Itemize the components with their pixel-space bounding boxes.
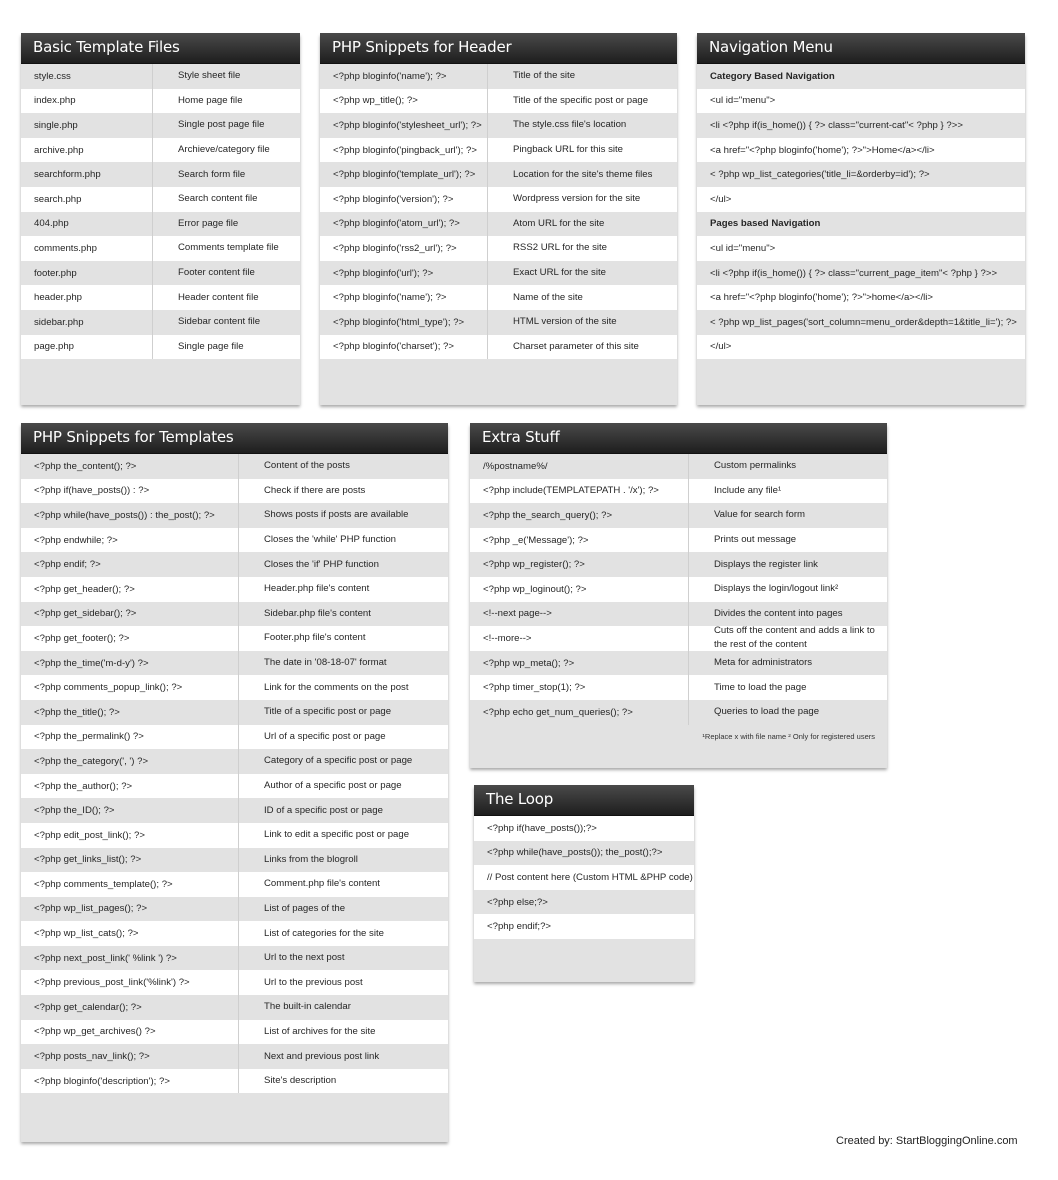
code-line — [474, 865, 694, 890]
code-line — [697, 187, 1025, 212]
description-cell: Style sheet file — [152, 64, 300, 89]
loop-rows — [474, 816, 694, 939]
code-text: Category Based Navigation — [710, 70, 835, 82]
table-row — [320, 310, 677, 335]
snippet-cell: <?php edit_post_link(); ?> — [34, 829, 145, 841]
snippet-cell: <?php the_permalink() ?> — [34, 731, 144, 743]
extra-stuff-panel — [470, 424, 887, 768]
table-row — [21, 749, 448, 774]
description-cell: Divides the content into pages — [688, 602, 887, 627]
table-row — [470, 503, 887, 528]
table-row — [470, 651, 887, 676]
code-line — [697, 285, 1025, 310]
snippet-cell: <?php if(have_posts()) : ?> — [34, 485, 150, 497]
snippet-cell: <?php bloginfo('rss2_url'); ?> — [333, 242, 457, 254]
table-row — [21, 921, 448, 946]
table-row — [470, 454, 887, 479]
snippet-cell: <?php bloginfo('description'); ?> — [34, 1075, 170, 1087]
section-heading — [697, 212, 1025, 237]
table-row — [21, 113, 300, 138]
panel-title: Navigation Menu — [697, 33, 1025, 64]
table-row — [320, 335, 677, 360]
description-cell: Atom URL for the site — [487, 212, 677, 237]
snippet-cell: <?php the_author(); ?> — [34, 780, 133, 792]
description-cell: Content of the posts — [238, 454, 448, 479]
description-cell: Links from the blogroll — [238, 848, 448, 873]
snippet-cell: /%postname%/ — [483, 460, 548, 472]
code-line — [697, 89, 1025, 114]
snippet-cell: <?php wp_get_archives() ?> — [34, 1026, 156, 1038]
description-cell: The style.css file's location — [487, 113, 677, 138]
section-heading — [697, 64, 1025, 89]
code-text: < ?php wp_list_categories('title_li=&orderby=id'); ?> — [710, 169, 930, 181]
table-row — [21, 138, 300, 163]
panel-title: PHP Snippets for Header — [320, 33, 677, 64]
template-snippets-panel — [21, 424, 448, 1142]
code-line — [474, 816, 694, 841]
code-text: <?php else;?> — [487, 896, 548, 908]
table-row — [470, 479, 887, 504]
description-cell: Pingback URL for this site — [487, 138, 677, 163]
snippet-cell: <?php _e('Message'); ?> — [483, 534, 589, 546]
description-cell: Archieve/category file — [152, 138, 300, 163]
description-cell: Exact URL for the site — [487, 261, 677, 286]
table-row — [21, 212, 300, 237]
description-cell: Name of the site — [487, 285, 677, 310]
description-cell: HTML version of the site — [487, 310, 677, 335]
snippet-cell: header.php — [34, 292, 83, 304]
code-text: <?php if(have_posts());?> — [487, 822, 597, 834]
code-text: // Post content here (Custom HTML &PHP code) — [487, 871, 693, 883]
table-row — [470, 577, 887, 602]
snippet-cell: <?php bloginfo('template_url'); ?> — [333, 169, 476, 181]
code-text: </ul> — [710, 341, 732, 353]
description-cell: The built-in calendar — [238, 995, 448, 1020]
description-cell: Home page file — [152, 89, 300, 114]
table-row — [21, 187, 300, 212]
table-row — [21, 995, 448, 1020]
description-cell: Link to edit a specific post or page — [238, 823, 448, 848]
snippet-cell: <?php previous_post_link('%link') ?> — [34, 977, 190, 989]
table-row — [21, 89, 300, 114]
description-cell: Footer content file — [152, 261, 300, 286]
table-row — [21, 261, 300, 286]
description-cell: List of categories for the site — [238, 921, 448, 946]
credit-text: Created by: StartBloggingOnline.com — [836, 1135, 1018, 1147]
snippet-cell: <?php wp_loginout(); ?> — [483, 583, 587, 595]
description-cell: Closes the 'if' PHP function — [238, 552, 448, 577]
table-row — [21, 1020, 448, 1045]
table-row — [21, 552, 448, 577]
snippet-cell: <?php the_title(); ?> — [34, 706, 120, 718]
snippet-cell: <?php wp_list_cats(); ?> — [34, 928, 139, 940]
table-row — [21, 602, 448, 627]
description-cell: Custom permalinks — [688, 454, 887, 479]
snippet-cell: sidebar.php — [34, 316, 84, 328]
description-cell: Value for search form — [688, 503, 887, 528]
code-text: <?php endif;?> — [487, 921, 552, 933]
table-row — [21, 335, 300, 360]
snippet-cell: <?php echo get_num_queries(); ?> — [483, 706, 633, 718]
snippet-cell: <?php get_footer(); ?> — [34, 632, 130, 644]
description-cell: Url of a specific post or page — [238, 725, 448, 750]
description-cell: Single post page file — [152, 113, 300, 138]
snippet-cell: comments.php — [34, 242, 97, 254]
description-cell: Displays the register link — [688, 552, 887, 577]
snippet-cell: page.php — [34, 341, 75, 353]
description-cell: Location for the site's theme files — [487, 162, 677, 187]
description-cell: Wordpress version for the site — [487, 187, 677, 212]
snippet-cell: <?php get_links_list(); ?> — [34, 854, 142, 866]
table-row — [21, 897, 448, 922]
table-row — [21, 626, 448, 651]
code-line — [474, 890, 694, 915]
code-line — [697, 113, 1025, 138]
table-row — [21, 970, 448, 995]
panel-title: The Loop — [474, 785, 694, 816]
snippet-cell: archive.php — [34, 144, 84, 156]
description-cell: Title of a specific post or page — [238, 700, 448, 725]
snippet-cell: <!--next page--> — [483, 608, 552, 620]
navigation-menu-panel — [697, 34, 1025, 405]
table-row — [21, 946, 448, 971]
description-cell: Charset parameter of this site — [487, 335, 677, 360]
description-cell: Closes the 'while' PHP function — [238, 528, 448, 553]
table-row — [21, 798, 448, 823]
code-text: <ul id="menu"> — [710, 242, 776, 254]
description-cell: Title of the specific post or page — [487, 89, 677, 114]
description-cell: RSS2 URL for the site — [487, 236, 677, 261]
description-cell: Url to the previous post — [238, 970, 448, 995]
snippet-cell: <?php the_search_query(); ?> — [483, 509, 613, 521]
table-row — [21, 479, 448, 504]
table-row — [470, 700, 887, 725]
code-text: <li <?php if(is_home()) { ?> class="current-cat"< ?php } ?>> — [710, 119, 963, 131]
snippet-cell: <?php get_calendar(); ?> — [34, 1001, 142, 1013]
table-row — [470, 602, 887, 627]
code-line — [697, 162, 1025, 187]
description-cell: Shows posts if posts are available — [238, 503, 448, 528]
templates-rows — [21, 454, 448, 1093]
table-row — [21, 651, 448, 676]
snippet-cell: single.php — [34, 119, 78, 131]
snippet-cell: 404.php — [34, 218, 69, 230]
description-cell: Header.php file's content — [238, 577, 448, 602]
description-cell: Single page file — [152, 335, 300, 360]
snippet-cell: <?php wp_list_pages(); ?> — [34, 903, 148, 915]
panel-title: Extra Stuff — [470, 423, 887, 454]
snippet-cell: <?php the_time('m-d-y') ?> — [34, 657, 149, 669]
snippet-cell: <?php comments_popup_link(); ?> — [34, 682, 183, 694]
table-row — [320, 261, 677, 286]
table-row — [21, 774, 448, 799]
code-text: <?php while(have_posts()); the_post();?> — [487, 847, 663, 859]
snippet-cell: <?php bloginfo('pingback_url'); ?> — [333, 144, 477, 156]
snippet-cell: <?php wp_meta(); ?> — [483, 657, 575, 669]
snippet-cell: <?php bloginfo('stylesheet_url'); ?> — [333, 119, 482, 131]
snippet-cell: <?php bloginfo('name'); ?> — [333, 70, 447, 82]
snippet-cell: <?php include(TEMPLATEPATH . '/x'); ?> — [483, 485, 659, 497]
table-row — [21, 1044, 448, 1069]
description-cell: Check if there are posts — [238, 479, 448, 504]
panel-title: PHP Snippets for Templates — [21, 423, 448, 454]
snippet-cell: <?php bloginfo('url'); ?> — [333, 267, 434, 279]
basic-rows — [21, 64, 300, 359]
snippet-cell: footer.php — [34, 267, 77, 279]
description-cell: Prints out message — [688, 528, 887, 553]
code-text: <a href="<?php bloginfo('home'); ?>">Home</a></li> — [710, 144, 935, 156]
code-text: <ul id="menu"> — [710, 95, 776, 107]
description-cell: Queries to load the page — [688, 700, 887, 725]
description-cell: List of pages of the — [238, 897, 448, 922]
snippet-cell: <?php the_content(); ?> — [34, 460, 137, 472]
code-line — [474, 841, 694, 866]
panel-title: Basic Template Files — [21, 33, 300, 64]
basic-template-files-panel — [21, 34, 300, 405]
table-row — [320, 285, 677, 310]
table-row — [21, 823, 448, 848]
snippet-cell: <?php endif; ?> — [34, 559, 101, 571]
header-snippets-panel — [320, 34, 677, 405]
description-cell: Displays the login/logout link² — [688, 577, 887, 602]
table-row — [320, 64, 677, 89]
code-text: <li <?php if(is_home()) { ?> class="current_page_item"< ?php } ?>> — [710, 267, 998, 279]
code-line — [697, 335, 1025, 360]
table-row — [320, 187, 677, 212]
the-loop-panel — [474, 786, 694, 982]
code-line — [697, 138, 1025, 163]
code-text: <a href="<?php bloginfo('home'); ?>">home</a></li> — [710, 292, 934, 304]
snippet-cell: <?php next_post_link(' %link ') ?> — [34, 952, 177, 964]
description-cell: The date in '08-18-07' format — [238, 651, 448, 676]
description-cell: Header content file — [152, 285, 300, 310]
snippet-cell: index.php — [34, 95, 76, 107]
table-row — [21, 872, 448, 897]
snippet-cell: searchform.php — [34, 169, 101, 181]
description-cell: List of archives for the site — [238, 1020, 448, 1045]
table-row — [320, 212, 677, 237]
table-row — [470, 552, 887, 577]
extra-rows — [470, 454, 887, 725]
description-cell: Include any file¹ — [688, 479, 887, 504]
table-row — [21, 675, 448, 700]
table-row — [470, 675, 887, 700]
description-cell: Meta for administrators — [688, 651, 887, 676]
description-cell: Comment.php file's content — [238, 872, 448, 897]
description-cell: Title of the site — [487, 64, 677, 89]
snippet-cell: <?php get_header(); ?> — [34, 583, 135, 595]
description-cell: Footer.php file's content — [238, 626, 448, 651]
snippet-cell: <?php endwhile; ?> — [34, 534, 118, 546]
description-cell: Search form file — [152, 162, 300, 187]
snippet-cell: <?php while(have_posts()) : the_post(); ?> — [34, 509, 215, 521]
description-cell: Search content file — [152, 187, 300, 212]
snippet-cell: <?php bloginfo('name'); ?> — [333, 292, 447, 304]
code-line — [697, 236, 1025, 261]
snippet-cell: <?php comments_template(); ?> — [34, 878, 173, 890]
header-rows — [320, 64, 677, 359]
table-row — [21, 577, 448, 602]
description-cell: Sidebar.php file's content — [238, 602, 448, 627]
snippet-cell: <!--more--> — [483, 632, 532, 644]
table-row — [320, 162, 677, 187]
code-text: Pages based Navigation — [710, 218, 821, 230]
code-text: < ?php wp_list_pages('sort_column=menu_order&depth=1&title_li='); ?> — [710, 316, 1017, 328]
snippet-cell: <?php the_ID(); ?> — [34, 805, 115, 817]
table-row — [21, 848, 448, 873]
table-row — [21, 503, 448, 528]
code-line — [697, 310, 1025, 335]
nav-rows — [697, 64, 1025, 359]
table-row — [21, 162, 300, 187]
table-row — [21, 700, 448, 725]
snippet-cell: search.php — [34, 193, 82, 205]
table-row — [320, 89, 677, 114]
snippet-cell: <?php the_category(', ') ?> — [34, 755, 149, 767]
description-cell: Error page file — [152, 212, 300, 237]
description-cell: Category of a specific post or page — [238, 749, 448, 774]
snippet-cell: <?php bloginfo('atom_url'); ?> — [333, 218, 460, 230]
description-cell: Sidebar content file — [152, 310, 300, 335]
description-cell: Cuts off the content and adds a link to the rest of the content — [688, 626, 887, 651]
snippet-cell: <?php bloginfo('charset'); ?> — [333, 341, 454, 353]
description-cell: Site's description — [238, 1069, 448, 1094]
snippet-cell: <?php get_sidebar(); ?> — [34, 608, 137, 620]
table-row — [320, 138, 677, 163]
table-row — [21, 310, 300, 335]
table-row — [21, 285, 300, 310]
table-row — [320, 113, 677, 138]
table-row — [21, 725, 448, 750]
table-row — [21, 1069, 448, 1094]
snippet-cell: <?php wp_title(); ?> — [333, 95, 418, 107]
description-cell: Time to load the page — [688, 675, 887, 700]
table-row — [470, 626, 887, 651]
code-line — [697, 261, 1025, 286]
extra-footnote: ¹Replace x with file name ² Only for registered users — [702, 732, 875, 741]
snippet-cell: <?php bloginfo('version'); ?> — [333, 193, 454, 205]
snippet-cell: <?php bloginfo('html_type'); ?> — [333, 316, 465, 328]
table-row — [21, 236, 300, 261]
description-cell: Url to the next post — [238, 946, 448, 971]
table-row — [21, 528, 448, 553]
snippet-cell: <?php posts_nav_link(); ?> — [34, 1051, 150, 1063]
table-row — [320, 236, 677, 261]
snippet-cell: style.css — [34, 70, 71, 82]
description-cell: Link for the comments on the post — [238, 675, 448, 700]
description-cell: Comments template file — [152, 236, 300, 261]
snippet-cell: <?php wp_register(); ?> — [483, 559, 585, 571]
description-cell: ID of a specific post or page — [238, 798, 448, 823]
table-row — [21, 454, 448, 479]
description-cell: Author of a specific post or page — [238, 774, 448, 799]
table-row — [21, 64, 300, 89]
description-cell: Next and previous post link — [238, 1044, 448, 1069]
code-line — [474, 914, 694, 939]
snippet-cell: <?php timer_stop(1); ?> — [483, 682, 586, 694]
table-row — [470, 528, 887, 553]
code-text: </ul> — [710, 193, 732, 205]
